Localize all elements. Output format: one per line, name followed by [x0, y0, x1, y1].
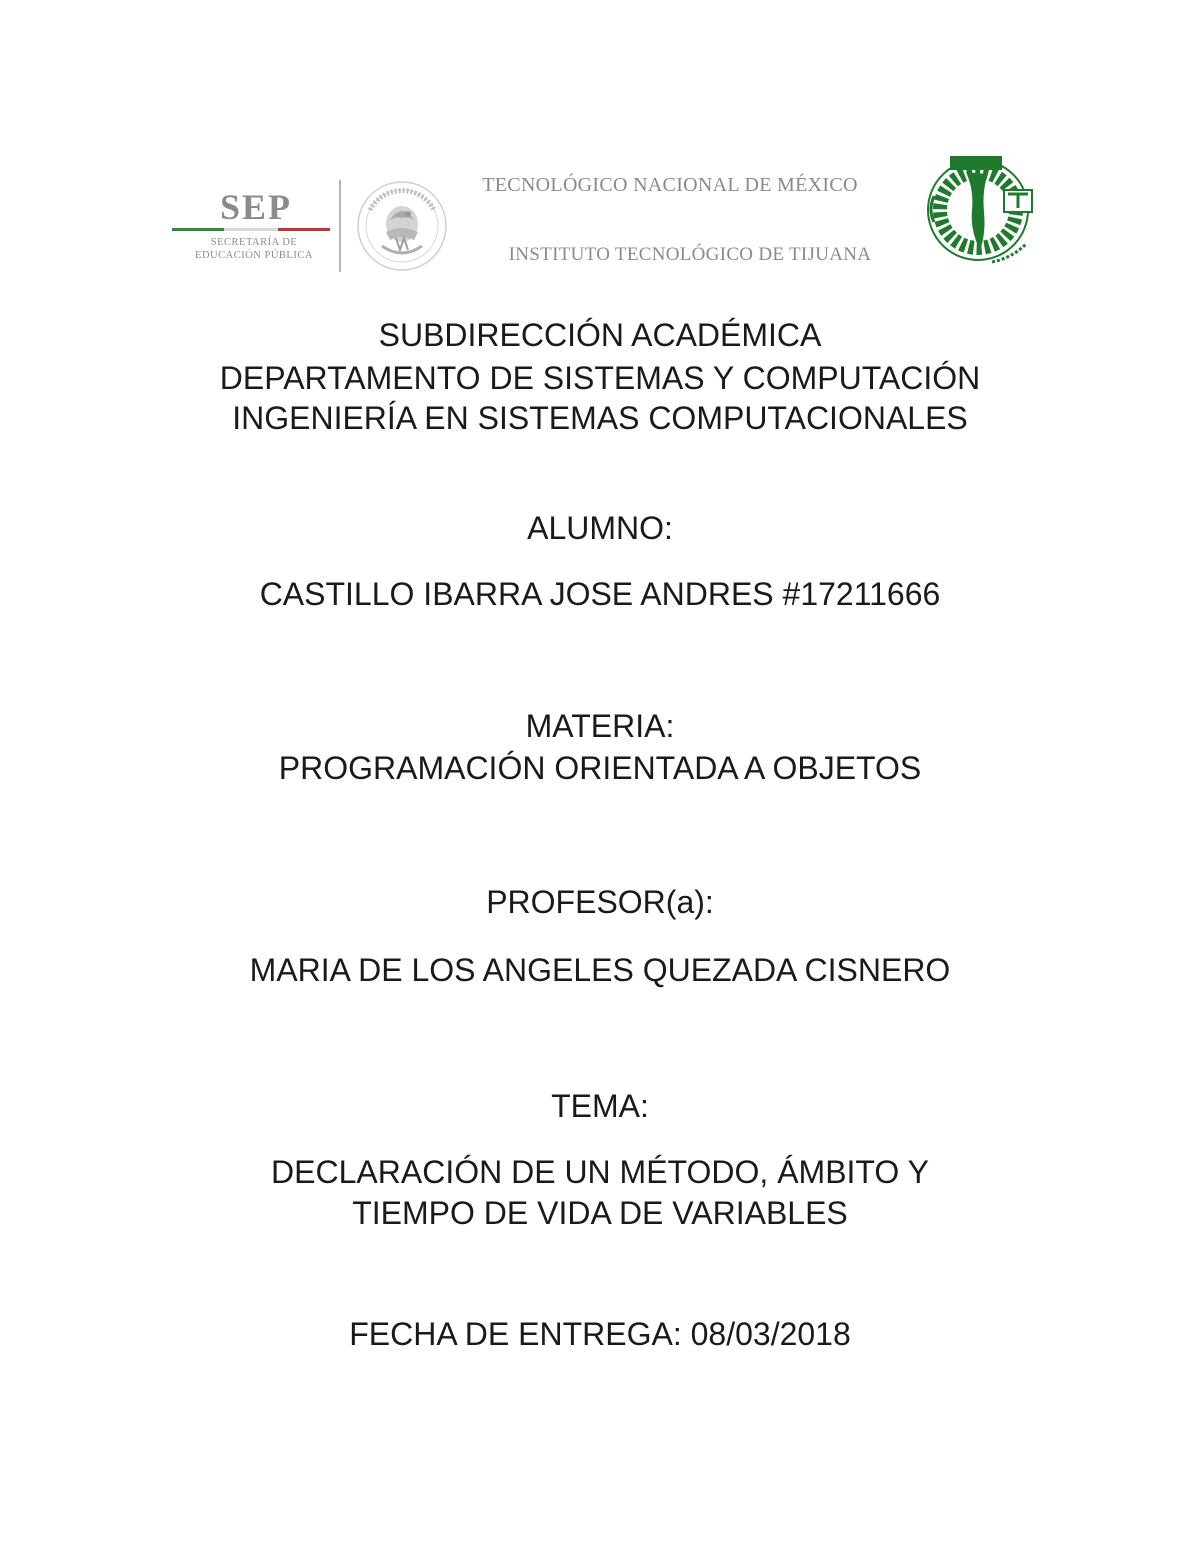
- itt-logo-icon: [922, 150, 1040, 280]
- subject-name: PROGRAMACIÓN ORIENTADA A OBJETOS: [278, 750, 922, 786]
- topic-line2: TIEMPO DE VIDA DE VARIABLES: [352, 1195, 848, 1231]
- delivery-date: FECHA DE ENTREGA: 08/03/2018: [349, 1316, 851, 1352]
- carrera-line: INGENIERÍA EN SISTEMAS COMPUTACIONALES: [232, 400, 968, 436]
- student-label: ALUMNO:: [527, 510, 673, 546]
- teacher-label: PROFESOR(a):: [486, 884, 714, 920]
- departamento-line: DEPARTAMENTO DE SISTEMAS Y COMPUTACIÓN: [219, 360, 981, 396]
- header-divider: [339, 180, 341, 272]
- teacher-name: MARIA DE LOS ANGELES QUEZADA CISNERO: [249, 952, 951, 988]
- subdireccion-line: SUBDIRECCIÓN ACADÉMICA: [378, 317, 822, 353]
- sep-logo: [172, 188, 332, 268]
- student-name: CASTILLO IBARRA JOSE ANDRES #17211666: [259, 576, 941, 612]
- sep-wordmark: SEP: [220, 187, 293, 227]
- tec-national-title: TECNOLÓGICO NACIONAL DE MÉXICO: [482, 174, 858, 196]
- topic-line1: DECLARACIÓN DE UN MÉTODO, ÁMBITO Y: [271, 1154, 929, 1190]
- sep-flag-stripe: [172, 228, 330, 231]
- mexican-coat-of-arms-icon: [356, 180, 448, 272]
- sep-subtitle-line1: SECRETARÍA DE: [210, 237, 298, 248]
- institute-title: INSTITUTO TECNOLÓGICO DE TIJUANA: [508, 244, 872, 265]
- subject-label: MATERIA:: [525, 708, 675, 744]
- sep-subtitle-line2: EDUCACIÓN PÚBLICA: [195, 250, 313, 261]
- topic-label: TEMA:: [551, 1088, 649, 1124]
- sep-subtitle: [194, 236, 314, 262]
